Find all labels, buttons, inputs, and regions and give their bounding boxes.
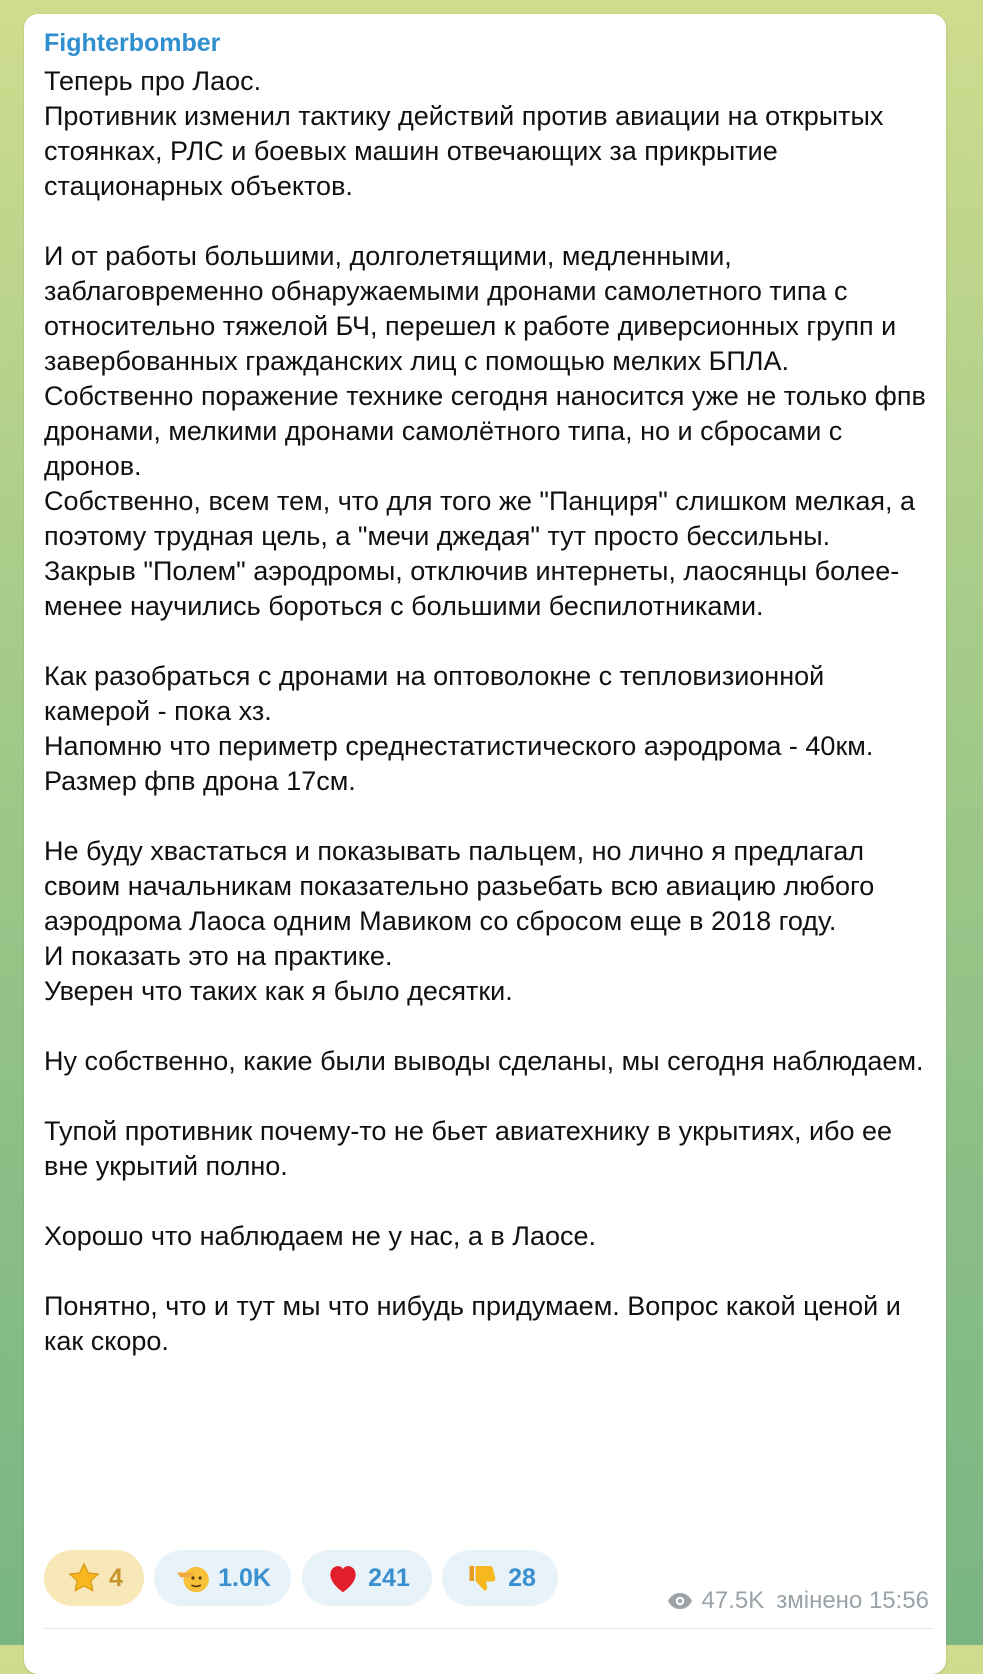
thumbs-down-icon bbox=[464, 1559, 502, 1597]
message-paragraph: Напомню что периметр среднестатистического аэродрома - 40км. Размер фпв дрона 17см. bbox=[44, 731, 874, 796]
message-paragraph: Тупой противник почему-то не бьет авиатехнику в укрытиях, ибо ее вне укрытий полно. bbox=[44, 1116, 893, 1181]
edited-time: змінено 15:56 bbox=[776, 1587, 929, 1614]
message-paragraph: Закрыв "Полем" аэродромы, отключив интернеты, лаосянцы более-менее научились бороться с большими беспилотниками. bbox=[44, 556, 900, 621]
paragraph-gap bbox=[44, 1079, 934, 1114]
reaction-count: 28 bbox=[508, 1563, 536, 1592]
paragraph-gap bbox=[44, 1009, 934, 1044]
reaction-star[interactable] bbox=[44, 1550, 144, 1606]
paragraph-gap bbox=[44, 204, 934, 239]
message-paragraph: Как разобраться с дронами на оптоволокне с тепловизионной камерой - пока хз. bbox=[44, 661, 825, 726]
views-count: 47.5K bbox=[701, 1587, 765, 1614]
paragraph-gap bbox=[44, 1254, 934, 1289]
message-paragraph: И показать это на практике. bbox=[44, 941, 393, 971]
message-paragraph: Уверен что таких как я было десятки. bbox=[44, 976, 513, 1006]
message-paragraph: Собственно поражение технике сегодня наносится уже не только фпв дронами, мелкими дронами самолётного типа, но и сбросами с дронов. bbox=[44, 381, 926, 481]
salute-icon bbox=[174, 1559, 212, 1597]
message-paragraph: Не буду хвастаться и показывать пальцем, но лично я предлагал своим начальникам показательно разьебать всю авиацию любого аэродрома Лаоса одним Мавиком со сбросом еще в 2018 году. bbox=[44, 836, 875, 936]
message-paragraph: Противник изменил тактику действий против авиации на открытых стоянках, РЛС и боевых машин отвечающих за прикрытие стационарных объектов. bbox=[44, 101, 884, 201]
message-paragraph: Теперь про Лаос. bbox=[44, 66, 262, 96]
paragraph-gap bbox=[44, 799, 934, 834]
message-paragraph: Ну собственно, какие были выводы сделаны, мы сегодня наблюдаем. bbox=[44, 1046, 924, 1076]
views-icon bbox=[666, 1591, 694, 1611]
paragraph-gap bbox=[44, 624, 934, 659]
star-icon bbox=[65, 1559, 103, 1597]
reaction-thumbs-down[interactable] bbox=[442, 1550, 558, 1606]
paragraph-gap bbox=[44, 1184, 934, 1219]
reaction-count: 1.0K bbox=[218, 1563, 271, 1592]
message-meta bbox=[666, 1587, 929, 1615]
reaction-count: 241 bbox=[368, 1563, 410, 1592]
message-paragraph: Собственно, всем тем, что для того же "Панциря" слишком мелкая, а поэтому трудная цель, а "мечи джедая" тут просто бессильны. bbox=[44, 486, 915, 551]
message-text bbox=[44, 64, 934, 1359]
reaction-count: 4 bbox=[109, 1563, 123, 1592]
reaction-salute[interactable] bbox=[154, 1550, 291, 1606]
divider bbox=[44, 1628, 934, 1629]
message-paragraph: Понятно, что и тут мы что нибудь придумаем. Вопрос какой ценой и как скоро. bbox=[44, 1291, 901, 1356]
message-paragraph: И от работы большими, долголетящими, медленными, заблаговременно обнаружаемыми дронами самолетного типа с относительно тяжелой БЧ, перешел к работе диверсионных групп и завербованных гражданских лиц с помощью мелких БПЛА. bbox=[44, 241, 897, 376]
heart-icon bbox=[324, 1559, 362, 1597]
sender-name[interactable]: Fighterbomber bbox=[44, 29, 221, 57]
message-paragraph: Хорошо что наблюдаем не у нас, а в Лаосе. bbox=[44, 1221, 597, 1251]
reaction-heart[interactable] bbox=[302, 1550, 432, 1606]
